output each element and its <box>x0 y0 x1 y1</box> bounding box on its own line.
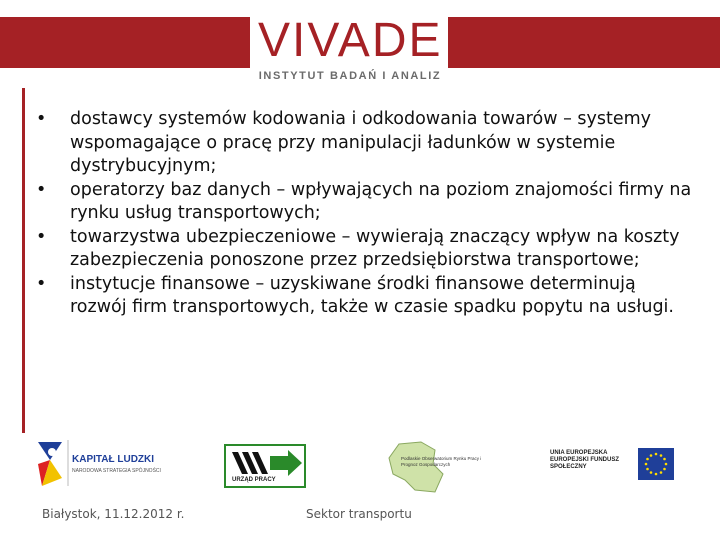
header <box>0 0 720 96</box>
footer-topic: Sektor transportu <box>306 507 412 521</box>
bullet-icon: • <box>36 273 47 294</box>
bullet-icon: • <box>36 179 47 200</box>
logo-subtitle: INSTYTUT BADAŃ I ANALIZ <box>258 70 442 82</box>
obserwatorium-logo <box>385 440 485 494</box>
footer-date: Białystok, 11.12.2012 r. <box>42 507 185 521</box>
eu-flag-icon <box>638 448 674 480</box>
bullet-item <box>36 108 696 179</box>
vertical-accent-line <box>22 88 25 433</box>
logo-title: VIVADE <box>258 14 443 67</box>
kapital-ludzki-subtitle: NARODOWA STRATEGIA SPÓJNOŚCI <box>72 468 161 474</box>
bullet-text: instytucje finansowe – uzyskiwane środki finansowe determinują rozwój firm transportowych, także w czasie spadku popytu na usługi. <box>70 273 674 317</box>
bullet-item <box>36 226 696 273</box>
obserwatorium-text: Podlaskie Obserwatorium Rynku Pracy i Prognoz Gospodarczych <box>401 456 482 467</box>
bullet-icon: • <box>36 109 47 129</box>
urzad-pracy-logo <box>224 444 306 488</box>
urzad-pracy-label: URZĄD PRACY <box>232 477 276 483</box>
bullet-text: towarzystwa ubezpieczeniowe – wywierają znaczący wpływ na koszty zabezpieczenia ponoszone przez przedsiębiorstwa transportowe; <box>70 226 680 270</box>
map-region-icon <box>385 440 485 494</box>
urzad-pracy-arrow-icon <box>226 448 304 478</box>
bullet-list <box>36 108 696 320</box>
eu-logo <box>540 440 680 488</box>
eu-text: UNIA EUROPEJSKA EUROPEJSKI FUNDUSZ SPOŁECZNY <box>550 450 620 470</box>
kapital-ludzki-logo <box>32 438 192 488</box>
bullet-icon: • <box>36 226 47 247</box>
bullet-text: dostawcy systemów kodowania i odkodowania towarów – systemy wspomagające o pracę przy manipulacji ładunków w systemie dystrybucyjnym; <box>70 109 652 176</box>
bullet-item <box>36 179 696 226</box>
bullet-text: operatorzy baz danych – wpływających na poziom znajomości firmy na rynku usług transportowych; <box>70 179 692 223</box>
kapital-ludzki-title: KAPITAŁ LUDZKI <box>72 454 155 465</box>
bullet-item <box>36 273 696 320</box>
